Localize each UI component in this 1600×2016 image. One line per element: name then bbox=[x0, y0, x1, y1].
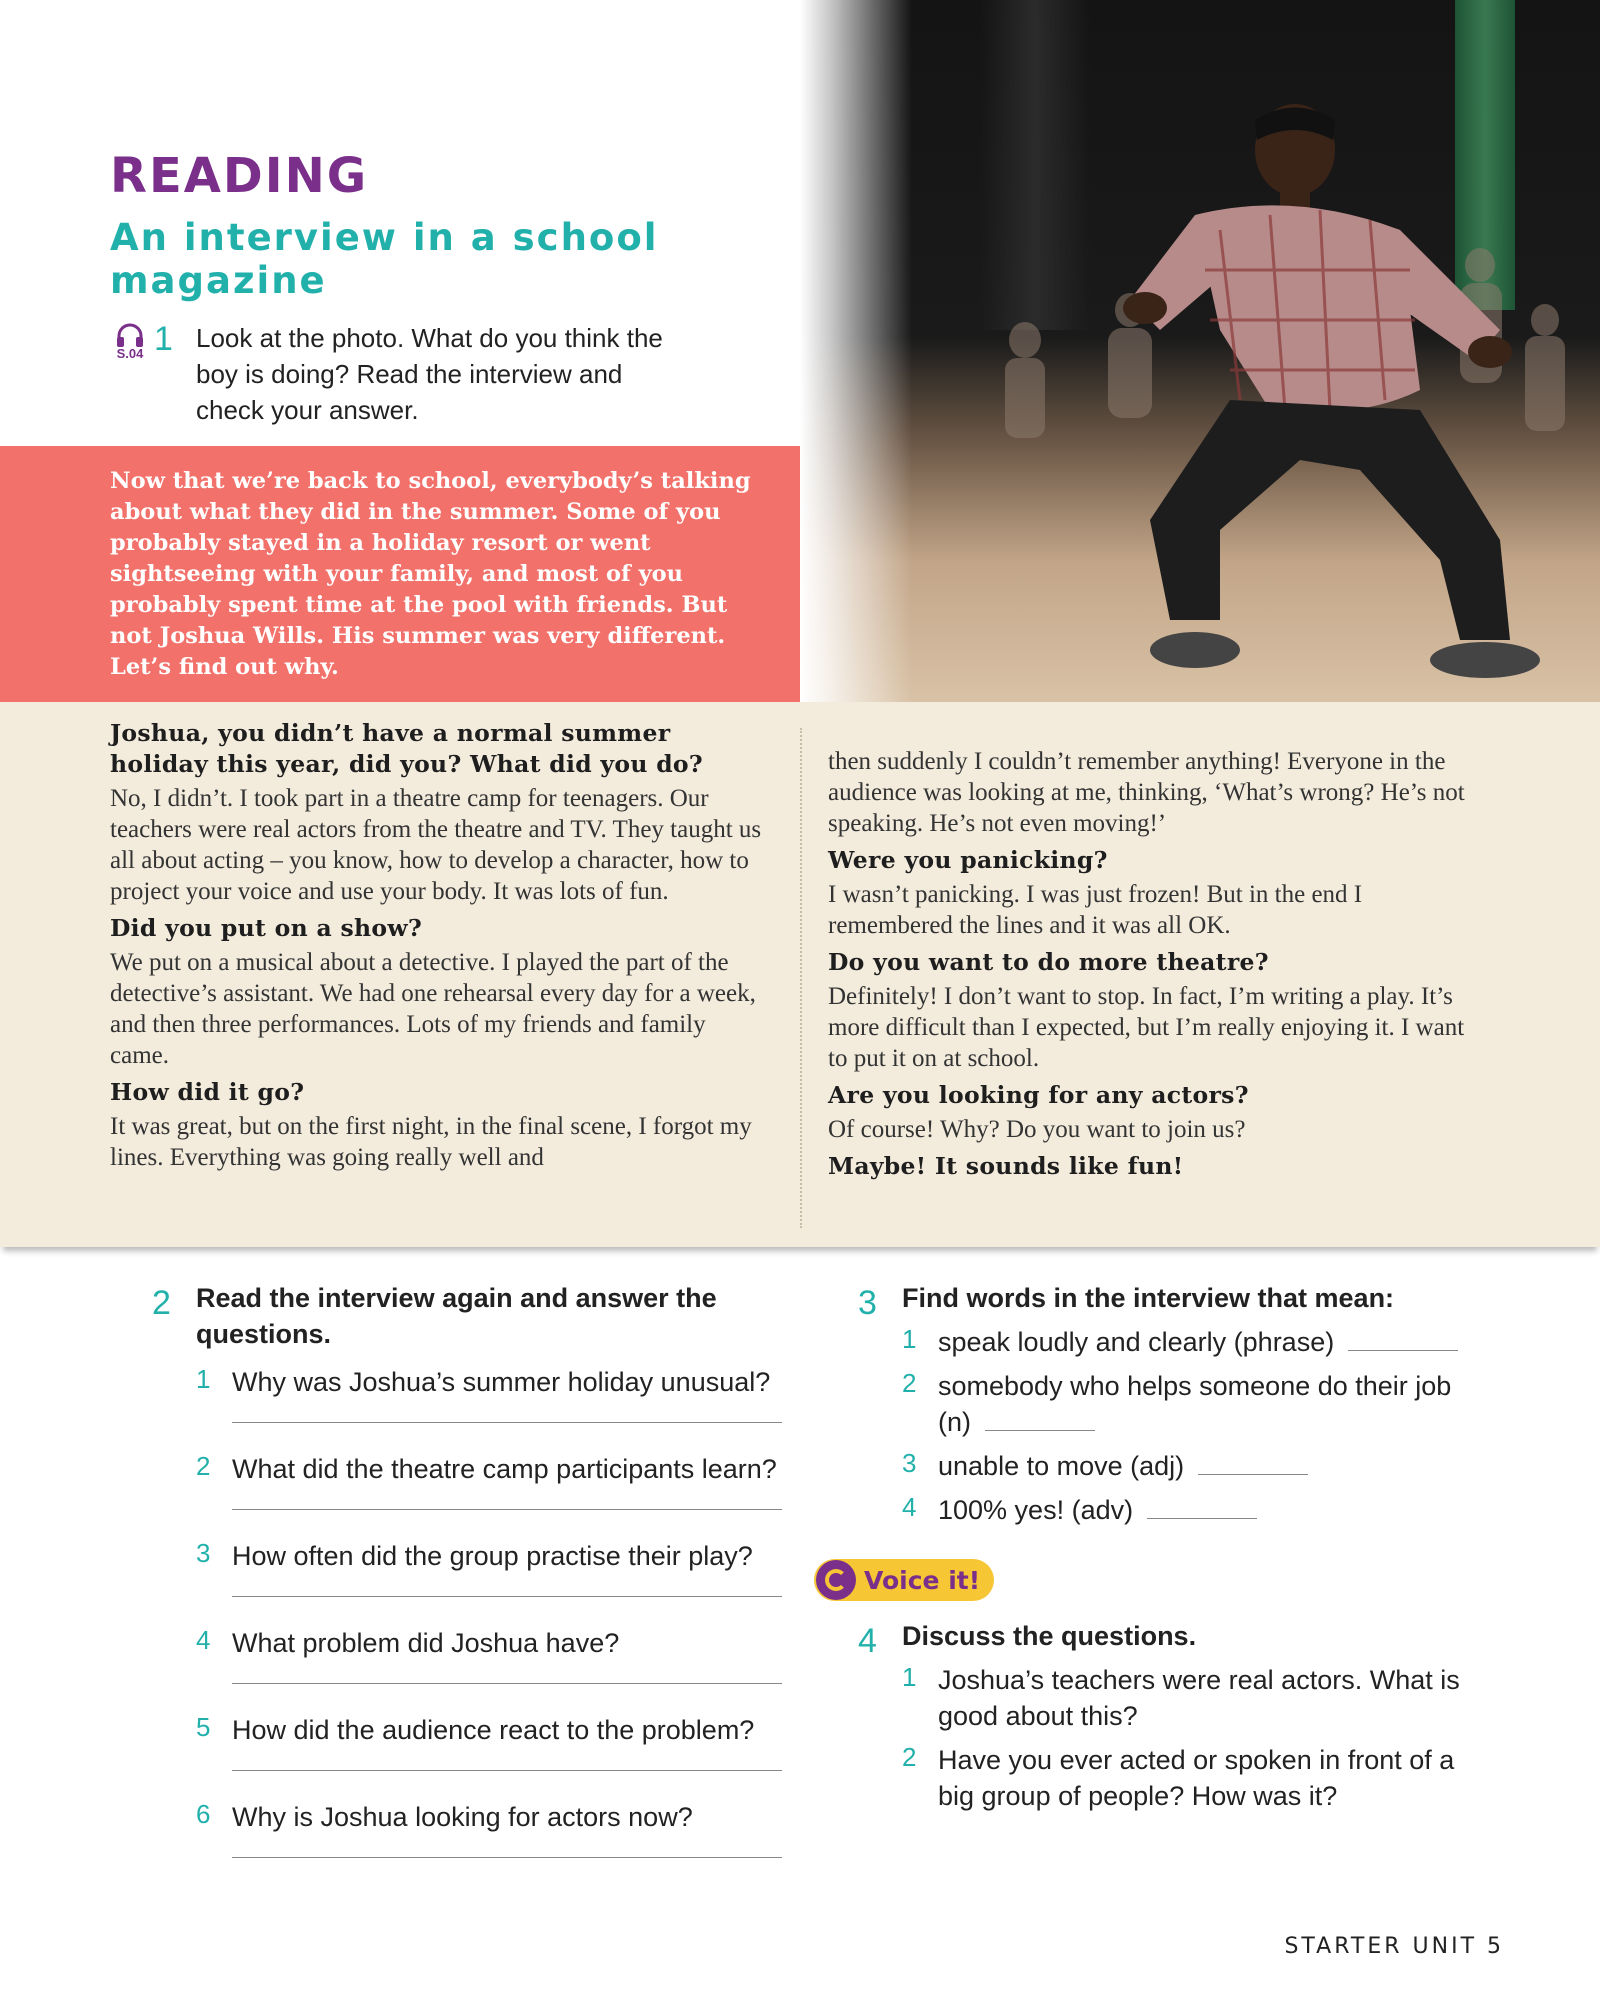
page-title: READING bbox=[110, 148, 369, 204]
interview-question: Were you panicking? bbox=[828, 846, 1108, 874]
item-text: unable to move (adj) bbox=[938, 1451, 1185, 1481]
item-text: speak loudly and clearly (phrase) bbox=[938, 1327, 1335, 1357]
section-header bbox=[110, 148, 730, 302]
item-number: 5 bbox=[196, 1712, 211, 1742]
answer-line[interactable] bbox=[232, 1770, 782, 1771]
interview-closing: Maybe! It sounds like fun! bbox=[828, 1152, 1184, 1180]
interview-answer: I wasn’t panicking. I was just frozen! But in the end I remembered the lines and it was all OK. bbox=[828, 881, 1363, 939]
interview-answer-continued: then suddenly I couldn’t remember anything! Everyone in the audience was looking at me, thinking, ‘What’s wrong? He’s not speaking. He’s not even moving!’ bbox=[828, 748, 1465, 837]
question-item bbox=[196, 1538, 786, 1624]
question-item bbox=[196, 1451, 786, 1537]
item-number: 2 bbox=[196, 1451, 211, 1481]
speech-bubble-icon bbox=[816, 1560, 856, 1600]
intro-box bbox=[0, 446, 800, 702]
item-text: Why is Joshua looking for actors now? bbox=[232, 1802, 693, 1832]
interview-question: How did it go? bbox=[110, 1078, 305, 1106]
interview-answer: No, I didn’t. I took part in a theatre camp for teenagers. Our teachers were real actors from the theatre and TV. They taught us all about acting – you know, how to develop a character, how to project your voice and use your body. It was lots of fun. bbox=[110, 785, 762, 905]
item-text: Why was Joshua’s summer holiday unusual? bbox=[232, 1367, 771, 1397]
item-text: 100% yes! (adv) bbox=[938, 1495, 1134, 1525]
answer-blank[interactable] bbox=[1147, 1495, 1257, 1519]
item-number: 6 bbox=[196, 1799, 211, 1829]
column-divider bbox=[800, 728, 802, 1228]
item-number: 2 bbox=[902, 1742, 917, 1772]
voice-it-badge bbox=[814, 1559, 994, 1601]
interview-question: Do you want to do more theatre? bbox=[828, 948, 1269, 976]
exercise-instruction: Discuss the questions. bbox=[902, 1621, 1197, 1651]
item-number: 2 bbox=[902, 1368, 917, 1398]
page-subtitle: An interview in a school magazine bbox=[110, 216, 659, 302]
item-text: Joshua’s teachers were real actors. What is good about this? bbox=[938, 1665, 1460, 1731]
item-number: 3 bbox=[196, 1538, 211, 1568]
answer-blank[interactable] bbox=[1198, 1451, 1308, 1475]
item-number: 1 bbox=[902, 1324, 917, 1354]
item-number: 1 bbox=[196, 1364, 211, 1394]
answer-blank[interactable] bbox=[1348, 1327, 1458, 1351]
audio-track-code: S.04 bbox=[116, 346, 144, 361]
exercise-instruction: Read the interview again and answer the questions. bbox=[196, 1283, 717, 1349]
interview-question: Did you put on a show? bbox=[110, 914, 423, 942]
item-text: Have you ever acted or spoken in front of a big group of people? How was it? bbox=[938, 1745, 1455, 1811]
interview-question: Are you looking for any actors? bbox=[828, 1081, 1249, 1109]
item-number: 3 bbox=[902, 1448, 917, 1478]
item-number: 4 bbox=[196, 1625, 211, 1655]
audio-track-button[interactable] bbox=[110, 322, 150, 361]
exercise-number: 2 bbox=[152, 1284, 171, 1322]
interview-left-column bbox=[110, 718, 770, 1179]
item-number: 1 bbox=[902, 1662, 917, 1692]
question-item bbox=[196, 1712, 786, 1798]
question-item bbox=[196, 1799, 786, 1885]
interview-panel bbox=[0, 702, 1600, 1247]
item-text: How did the audience react to the problem? bbox=[232, 1715, 755, 1745]
page-footer: STARTER UNIT 5 bbox=[1284, 1934, 1504, 1959]
answer-line[interactable] bbox=[232, 1857, 782, 1858]
exercise-instruction: Look at the photo. What do you think the boy is doing? Read the interview and check your answer. bbox=[196, 323, 663, 425]
answer-line[interactable] bbox=[232, 1596, 782, 1597]
item-text: What problem did Joshua have? bbox=[232, 1628, 620, 1658]
exercise-instruction: Find words in the interview that mean: bbox=[902, 1283, 1395, 1313]
question-item bbox=[196, 1625, 786, 1711]
intro-text: Now that we’re back to school, everybody’s talking about what they did in the summer. Some of you probably stayed in a holiday resort or went sightseeing with your family, and most of you probably spent time at the pool with friends. But not Joshua Wills. His summer was very different. Let’s find out why. bbox=[110, 468, 751, 680]
interview-right-column bbox=[828, 746, 1488, 1182]
item-text: What did the theatre camp participants learn? bbox=[232, 1454, 777, 1484]
interview-answer: We put on a musical about a detective. I played the part of the detective’s assistant. We had one rehearsal every day for a week, and then three performances. Lots of my friends and family came. bbox=[110, 949, 756, 1069]
interview-answer: Of course! Why? Do you want to join us? bbox=[828, 1116, 1246, 1143]
question-item bbox=[196, 1364, 786, 1450]
stage-photo bbox=[800, 0, 1600, 702]
headphones-icon bbox=[115, 322, 145, 348]
interview-answer: Definitely! I don’t want to stop. In fact, I’m writing a play. It’s more difficult than I expected, but I’m really enjoying it. I want to put it on at school. bbox=[828, 983, 1465, 1072]
exercise-number: 1 bbox=[154, 320, 173, 358]
interview-question: Joshua, you didn’t have a normal summer holiday this year, did you? What did you do? bbox=[110, 719, 703, 778]
answer-line[interactable] bbox=[232, 1683, 782, 1684]
item-number: 4 bbox=[902, 1492, 917, 1522]
exercise-number: 3 bbox=[858, 1284, 877, 1322]
boy-performing-illustration bbox=[800, 0, 1600, 702]
answer-line[interactable] bbox=[232, 1509, 782, 1510]
item-text: somebody who helps someone do their job (n) bbox=[938, 1371, 1452, 1437]
answer-blank[interactable] bbox=[985, 1407, 1095, 1431]
item-text: How often did the group practise their play? bbox=[232, 1541, 753, 1571]
exercise-number: 4 bbox=[858, 1622, 877, 1660]
voice-it-label: Voice it! bbox=[864, 1565, 981, 1595]
answer-line[interactable] bbox=[232, 1422, 782, 1423]
interview-answer: It was great, but on the first night, in the final scene, I forgot my lines. Everything was going really well and bbox=[110, 1113, 752, 1171]
